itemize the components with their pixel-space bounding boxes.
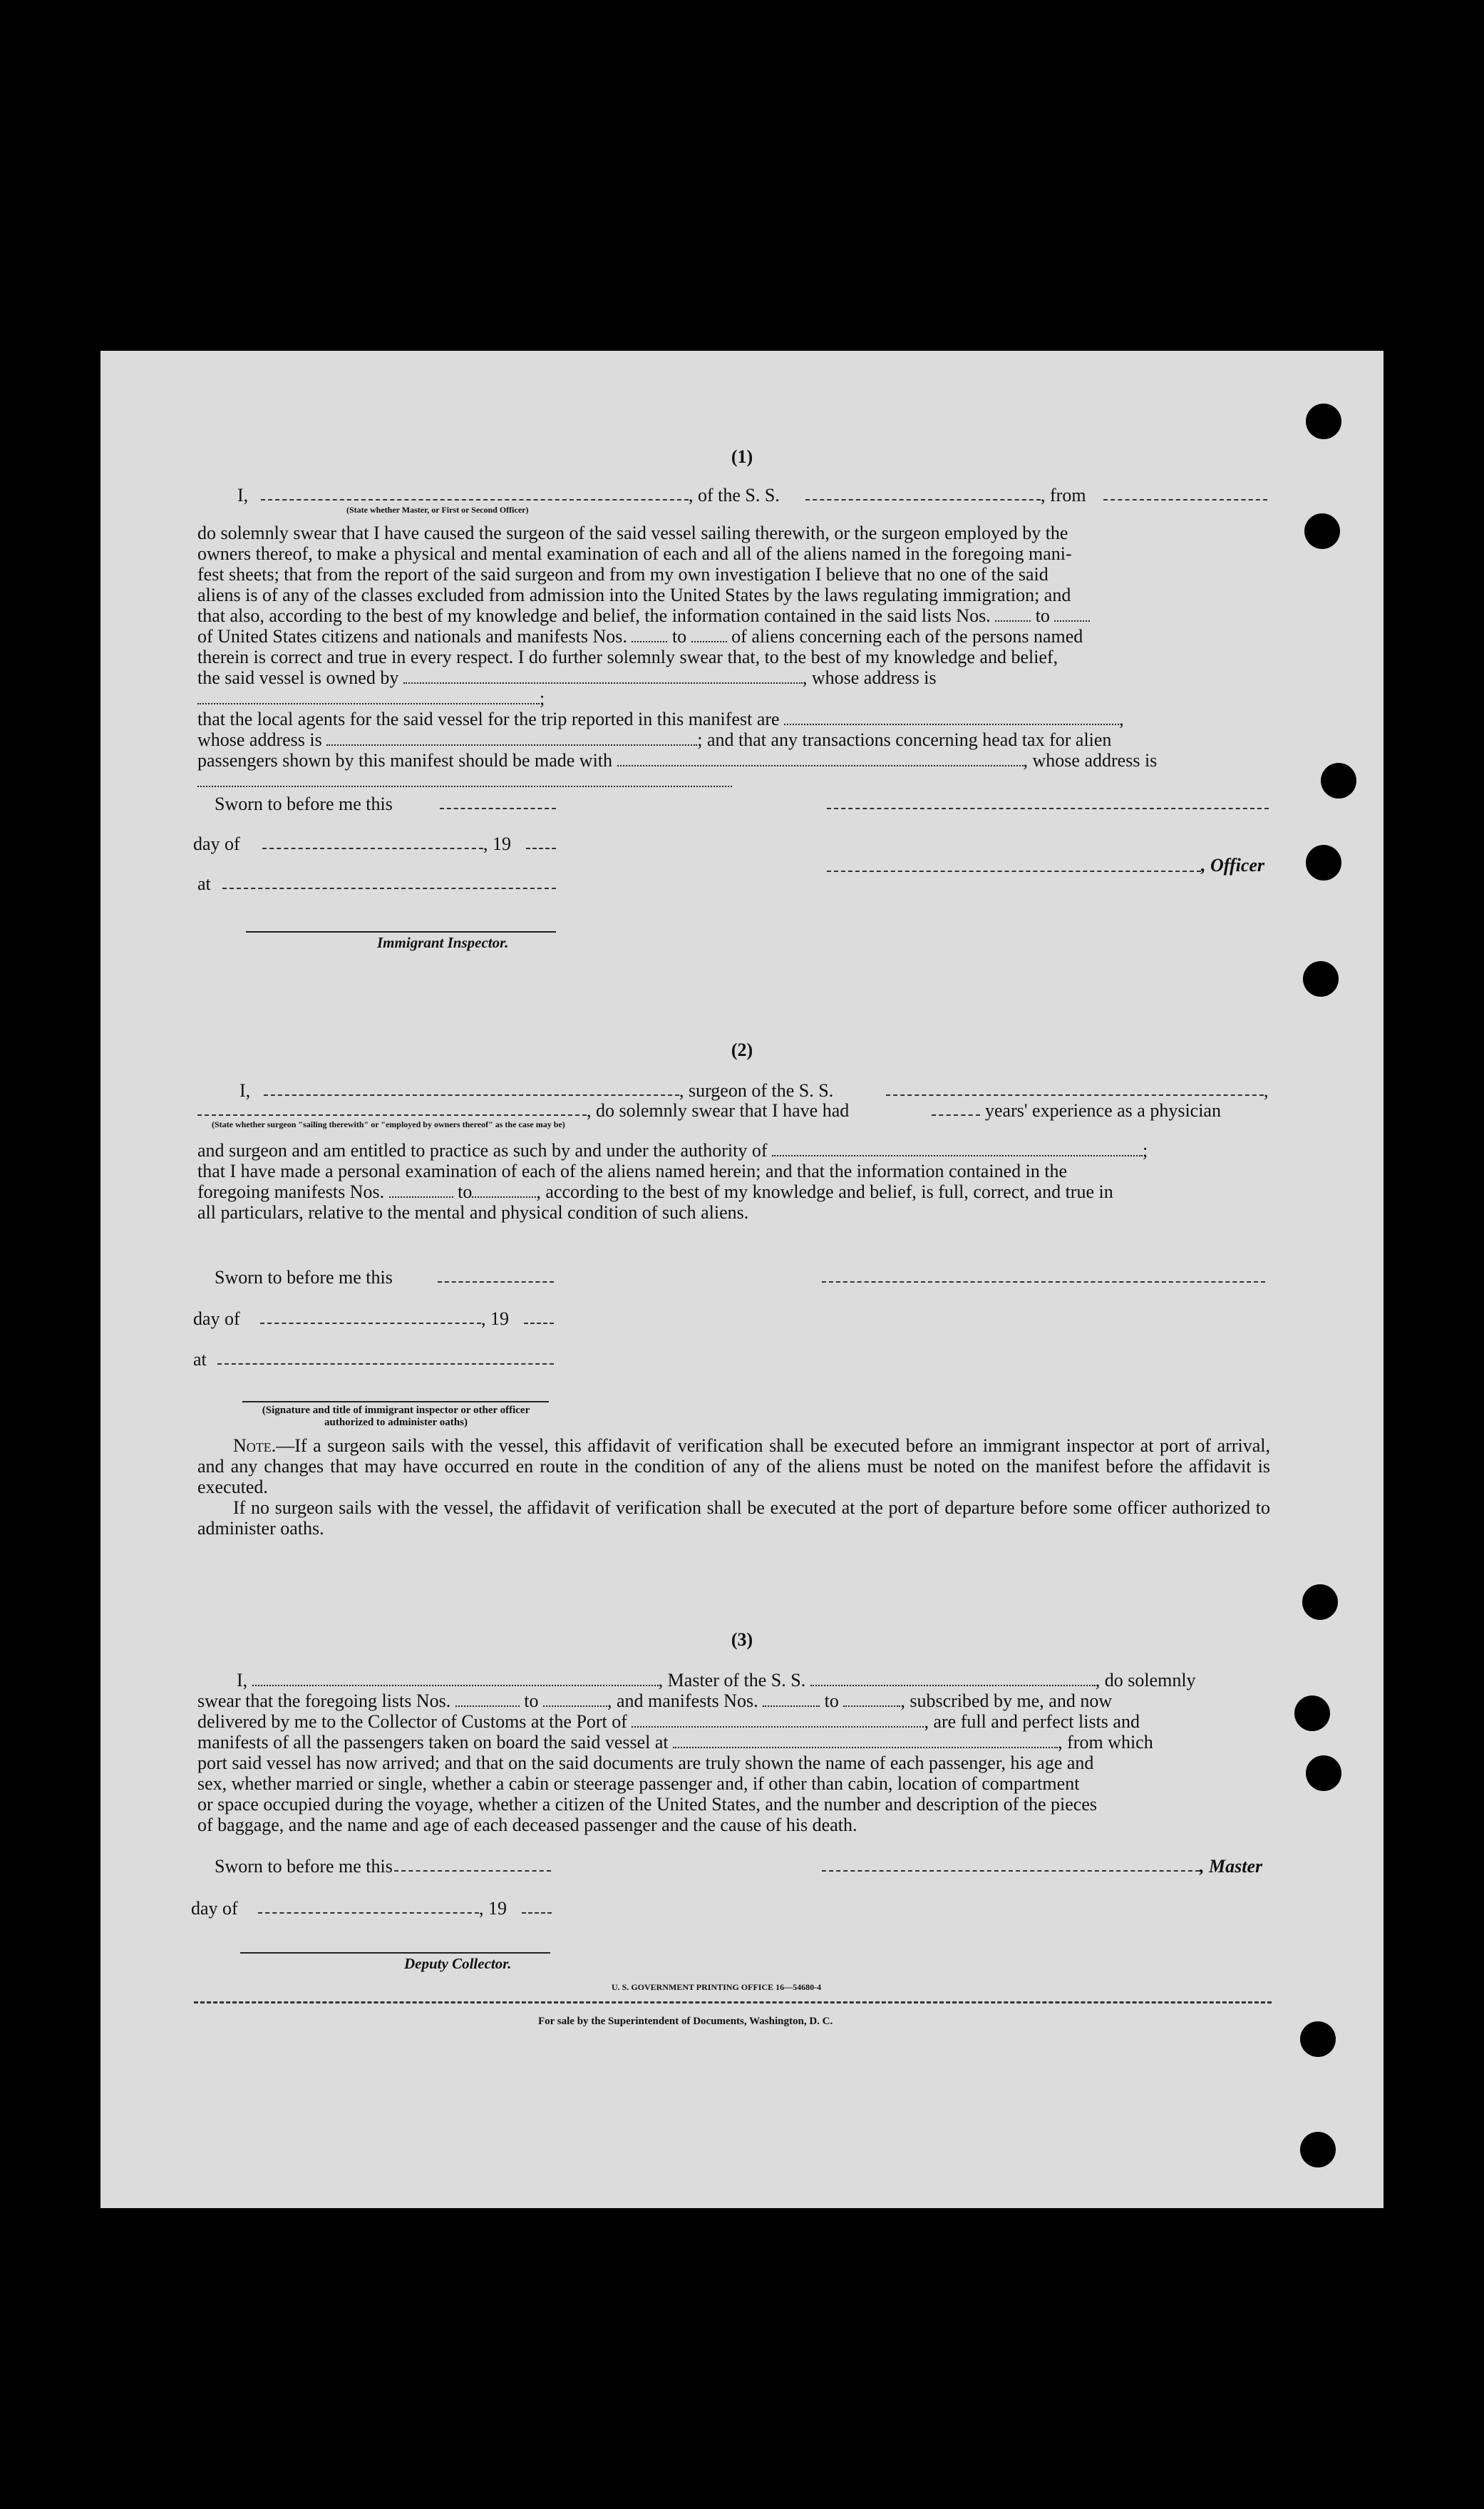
s3-day-of: day of [191, 1898, 238, 1919]
s1-whose-address: , whose address is [802, 667, 937, 688]
s3-do-solemnly: , do solemnly [1095, 1670, 1196, 1690]
s1-line: that the local agents for the said vessel for the trip reported in this manifest are , [197, 709, 1124, 729]
s3-name-field[interactable] [252, 1671, 659, 1686]
s1-line: do solemnly swear that I have caused the surgeon of the said vessel sailing therewith, or the surgeon employed by the [197, 523, 1068, 543]
s2-line: that I have made a personal examination of each of the aliens named herein; and that the information contained in the [197, 1161, 1068, 1181]
s1-year-field[interactable] [526, 848, 556, 849]
s2-line: all particulars, relative to the mental and physical condition of such aliens. [197, 1202, 749, 1223]
s1-lists-text: that also, according to the best of my knowledge and belief, the information contained in the said lists Nos. [197, 605, 991, 626]
s2-sig-caption: (Signature and title of immigrant inspector or other officer authorized to administer oaths) [262, 1405, 530, 1428]
s3-subscribed: , subscribed by me, and now [900, 1690, 1113, 1711]
s2-vessel-field[interactable] [886, 1094, 1264, 1096]
s1-to: to [1035, 605, 1050, 626]
s2-to: to [458, 1181, 473, 1202]
s1-i: I, [237, 485, 249, 506]
s1-line: therein is correct and true in every respect. I do further solemnly swear that, to the best of my knowledge and belief, [197, 647, 1058, 667]
s2-year-field[interactable] [524, 1323, 554, 1324]
s1-agents-text: that the local agents for the said vessel for the trip reported in this manifest are [197, 709, 780, 729]
s1-transactions: ; and that any transactions concerning head tax for alien [697, 729, 1112, 750]
s1-line [197, 605, 1270, 626]
s1-aliens-text: of aliens concerning each of the persons named [731, 626, 1083, 647]
s1-caption: (State whether Master, or First or Second Officer) [346, 505, 529, 515]
s1-line [197, 771, 1270, 791]
s1-day-field[interactable] [262, 848, 483, 849]
s3-year: , 19 [479, 1898, 507, 1919]
s1-inspector-signature[interactable] [246, 931, 556, 933]
s3-full-perfect: , are full and perfect lists and [924, 1711, 1140, 1732]
s1-lists-to-field[interactable] [1054, 606, 1090, 622]
s1-agents-field[interactable] [784, 709, 1119, 725]
s3-master-label: , Master [1200, 1856, 1263, 1877]
s3-sworn-field[interactable] [394, 1870, 551, 1872]
s1-passengers-text: passengers shown by this manifest should be made with [197, 750, 613, 771]
s2-note-lead: Note. [233, 1435, 277, 1456]
s2-sworn-field[interactable] [438, 1281, 554, 1283]
s3-master-signature[interactable] [822, 1870, 1200, 1872]
printing-office: U. S. GOVERNMENT PRINTING OFFICE 16—54680-4 [612, 1982, 822, 1992]
s3-lists-to-field[interactable] [543, 1691, 607, 1707]
s1-headtax-address-field[interactable] [197, 771, 732, 787]
s3-deputy-signature[interactable] [240, 1952, 550, 1954]
s3-line: port said vessel has now arrived; and that on the said documents are truly shown the name of each passenger, his age and [197, 1753, 1094, 1773]
s3-manifests-to-field[interactable] [843, 1691, 900, 1707]
footer-sale: For sale by the Superintendent of Documents, Washington, D. C. [538, 2016, 833, 2027]
s2-at-field[interactable] [217, 1363, 554, 1365]
s1-inspector-label: Immigrant Inspector. [377, 934, 509, 951]
s1-owner-field[interactable] [403, 668, 803, 684]
s1-agents-address-field[interactable] [326, 730, 697, 746]
s2-manifests-to-field[interactable] [472, 1182, 536, 1198]
s1-whose-address-3: , whose address is [1023, 750, 1158, 771]
s3-manifests-from-field[interactable] [763, 1691, 820, 1707]
s3-port-field[interactable] [632, 1712, 924, 1728]
s2-day-field[interactable] [260, 1323, 481, 1324]
s3-taken-text: manifests of all the passengers taken on board the said vessel at [197, 1732, 669, 1753]
s1-officer-line[interactable] [827, 871, 1201, 872]
s1-sworn: Sworn to before me this [215, 794, 393, 814]
s2-note-2: If no surgeon sails with the vessel, the affidavit of verification shall be executed at the port of departure before some officer authorized to administer oaths. [197, 1497, 1270, 1539]
s3-from-which: , from which [1058, 1732, 1153, 1753]
s3-collector-text: delivered by me to the Collector of Customs at the Port of [197, 1711, 627, 1732]
s1-from-field[interactable] [1103, 499, 1267, 501]
s3-year-field[interactable] [522, 1912, 552, 1914]
s1-to-2: to [671, 626, 687, 647]
s1-day-of: day of [193, 833, 240, 854]
s2-comma: , [1264, 1080, 1269, 1101]
s1-line: owners thereof, to make a physical and mental examination of each and all of the aliens named in the foregoing mani- [197, 543, 1072, 564]
s1-of-ss: , of the S. S. [689, 485, 780, 506]
s1-headtax-field[interactable] [617, 751, 1024, 766]
s3-sworn: Sworn to before me this [215, 1856, 393, 1877]
s1-lists-from-field[interactable] [995, 606, 1031, 622]
s1-sworn-field[interactable] [440, 808, 556, 809]
s3-day-field[interactable] [258, 1912, 479, 1914]
s3-vessel-field[interactable] [810, 1671, 1096, 1686]
s2-i: I, [239, 1080, 251, 1101]
s2-manifests-text: foregoing manifests Nos. [197, 1181, 385, 1202]
s1-owned-text: the said vessel is owned by [197, 667, 399, 688]
s1-line: aliens is of any of the classes excluded from admission into the United States by the laws regulating immigration; and [197, 585, 1071, 605]
s1-officer-field[interactable] [261, 499, 689, 501]
s2-manifests-from-field[interactable] [389, 1182, 453, 1198]
section-2-number: (2) [731, 1040, 753, 1060]
s1-at: at [197, 873, 211, 894]
footer-rule [194, 2001, 1272, 2003]
s1-line [197, 729, 1270, 750]
s1-manifests-from-field[interactable] [632, 627, 667, 642]
s1-officer-label: , Officer [1201, 855, 1265, 876]
s2-at: at [193, 1349, 207, 1370]
s1-paragraph [197, 523, 1270, 791]
s1-at-field[interactable] [222, 888, 556, 889]
s2-authority-field[interactable] [772, 1141, 1143, 1156]
s3-and-manifests: , and manifests Nos. [607, 1690, 758, 1711]
section-1-number: (1) [731, 446, 753, 467]
s1-line: fest sheets; that from the report of the said surgeon and from my own investigation I believe that no one of the said [197, 564, 1048, 585]
s3-departure-field[interactable] [673, 1733, 1058, 1748]
section-3-number: (3) [731, 1629, 753, 1650]
s2-surgeon-signature[interactable] [822, 1281, 1265, 1283]
s3-lists-text: swear that the foregoing lists Nos. [197, 1690, 451, 1711]
s2-inspector-signature[interactable] [242, 1401, 549, 1402]
s2-paragraph: and surgeon and am entitled to practice as such by and under the authority of ; that I have made a personal examination of each of the aliens named herein; and that the information contained in the foregoing manifests Nos. to , according to the best of my knowledge and belief, is full, correct, and true in all particulars, relative to the mental and physical condition of such aliens. [197, 1140, 1270, 1223]
s2-according: , according to the best of my knowledge and belief, is full, correct, and true in [536, 1181, 1113, 1202]
s3-deputy-label: Deputy Collector. [404, 1955, 512, 1972]
s1-from: , from [1041, 485, 1086, 506]
s2-swear: , do solemnly swear that I have had [587, 1100, 850, 1121]
s1-manifests-text: of United States citizens and nationals and manifests Nos. [197, 626, 627, 647]
s1-line: the said vessel is owned by , whose address is ; [197, 667, 937, 709]
s3-paragraph [197, 1670, 1270, 1835]
s1-line [197, 750, 1270, 771]
s1-manifests-to-field[interactable] [691, 627, 727, 642]
s3-line: sex, whether married or single, whether a cabin or steerage passenger and, if other than cabin, location of compartment [197, 1773, 1080, 1794]
s1-year: , 19 [483, 833, 511, 854]
s1-line [197, 626, 1270, 647]
s2-surgeon-of: , surgeon of the S. S. [679, 1080, 834, 1101]
s2-years-text: years' experience as a physician [985, 1100, 1221, 1121]
s3-master-of: , Master of the S. S. [658, 1670, 806, 1690]
s3-to-2: to [824, 1690, 839, 1711]
s1-vessel-field[interactable] [805, 499, 1041, 501]
s3-line: or space occupied during the voyage, whether a citizen of the United States, and the number and description of the pieces [197, 1794, 1098, 1815]
s2-years-field[interactable] [932, 1114, 980, 1116]
s1-whose-address-2: whose address is [197, 729, 322, 750]
s1-officer-signature[interactable] [827, 808, 1269, 809]
s2-caption: (State whether surgeon "sailing therewith" or "employed by owners thereof" as the case may be) [212, 1119, 565, 1129]
s3-i: I, [237, 1670, 248, 1690]
s3-line: of baggage, and the name and age of each deceased passenger and the cause of his death. [197, 1815, 857, 1835]
s2-status-field[interactable] [197, 1114, 587, 1116]
s2-year: , 19 [481, 1308, 509, 1329]
s2-name-field[interactable] [264, 1094, 679, 1096]
s3-to: to [524, 1690, 539, 1711]
s3-lists-from-field[interactable] [455, 1691, 520, 1707]
s2-note [197, 1435, 1270, 1539]
s2-day-of: day of [193, 1308, 240, 1329]
s2-authority-text: and surgeon and am entitled to practice as such by and under the authority of [197, 1140, 768, 1161]
s1-owner-address-field[interactable] [197, 689, 540, 704]
s2-sworn: Sworn to before me this [215, 1267, 393, 1288]
s2-note-text: —If a surgeon sails with the vessel, this affidavit of verification shall be executed before an immigrant inspector at port of arrival, and any changes that may have occurred en route in the condition of any of the aliens must be noted on the manifest before the affidavit is executed. [197, 1435, 1270, 1497]
